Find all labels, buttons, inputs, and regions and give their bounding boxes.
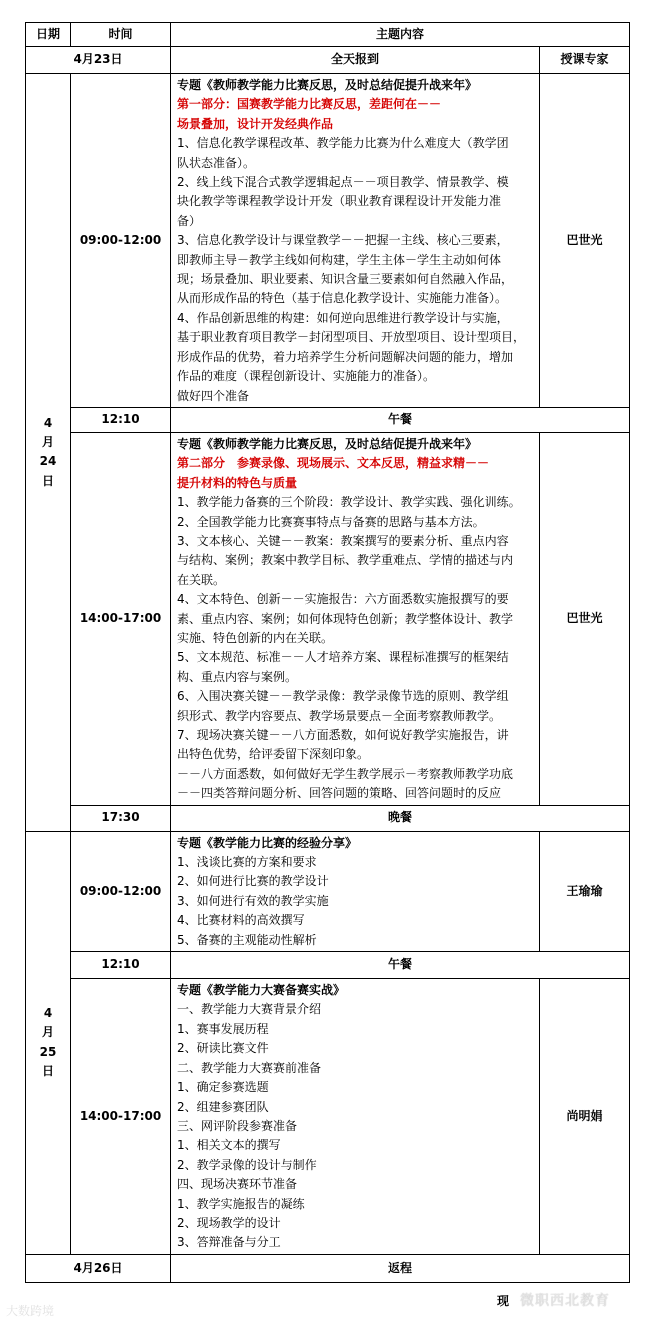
content-line: 第一部分：国赛教学能力比赛反思，差距何在－－ xyxy=(177,97,442,112)
content-line: 5、文本规范、标准－－人才培养方案、课程标准撰写的框架结 xyxy=(177,650,509,665)
content-line: 3、信息化教学设计与课堂教学－－把握一主线、核心三要素， xyxy=(177,233,509,248)
header-date: 日期 xyxy=(26,23,71,47)
day2-lunch-label: 午餐 xyxy=(171,407,630,432)
header-time: 时间 xyxy=(71,23,171,47)
day3-date xyxy=(26,831,71,1254)
content-line: 1、确定参赛选题 xyxy=(177,1080,269,1095)
day2-morning-expert: 巴世光 xyxy=(540,74,630,408)
day1-date: 4月23日 xyxy=(26,47,171,74)
content-line: 一、教学能力大赛背景介绍 xyxy=(177,1002,322,1017)
content-line: 与结构、案例；教案中教学目标、教学重难点、学情的描述与内 xyxy=(177,553,514,568)
content-line: 6、入围决赛关键－－教学录像：教学录像节选的原则、教学组 xyxy=(177,689,509,704)
content-line: 块化教学等课程教学设计开发（职业教育课程设计开发能力准 xyxy=(177,194,502,209)
content-line: 专题《教师教学能力比赛反思，及时总结促提升战来年》 xyxy=(177,78,478,92)
day3-lunch-time: 12:10 xyxy=(71,952,171,979)
content-line: 专题《教学能力大赛备赛实战》 xyxy=(177,983,346,998)
content-line: 专题《教师教学能力比赛反思，及时总结促提升战来年》 xyxy=(177,436,478,451)
content-line: 2、组建参赛团队 xyxy=(177,1099,269,1114)
day3-morning-row xyxy=(26,831,630,951)
day1-content: 全天报到 xyxy=(171,47,540,74)
footer-text: 现 xyxy=(497,1294,510,1308)
content-line: 2、现场教学的设计 xyxy=(177,1215,281,1230)
content-line: 3、文本核心、关键－－教案：教案撰写的要素分析、重点内容 xyxy=(177,533,509,548)
day3-lunch-row xyxy=(26,952,630,979)
day2-afternoon-content xyxy=(171,432,540,805)
content-line: 在关联。 xyxy=(177,572,226,587)
content-line: 从而形成作品的特色（基于信息化教学设计、实施能力准备）。 xyxy=(177,291,508,306)
day3-afternoon-content xyxy=(171,979,540,1255)
content-line: 做好四个准备 xyxy=(177,388,250,403)
content-line: 备） xyxy=(177,213,202,228)
day3-morning-content xyxy=(171,831,540,951)
schedule-table xyxy=(25,22,630,1283)
content-line: 织形式、教学内容要点、教学场景要点－全面考察教师教学。 xyxy=(177,708,502,723)
content-line: 1、相关文本的撰写 xyxy=(177,1138,281,1153)
content-line: －－四类答辩问题分析、回答问题的策略、回答问题时的反应 xyxy=(177,786,502,801)
content-line: 1、教学实施报告的凝练 xyxy=(177,1196,305,1211)
day2-afternoon-expert: 巴世光 xyxy=(540,432,630,805)
day2-date xyxy=(26,74,71,832)
content-line: 实施、特色创新的内在关联。 xyxy=(177,630,334,645)
content-line: －－八方面悉数，如何做好无学生教学展示－考察教师教学功底 xyxy=(177,766,514,781)
content-line: 4、作品创新思维的构建：如何逆向思维进行教学设计与实施， xyxy=(177,310,509,325)
content-line: 2、全国教学能力比赛赛事特点与备赛的思路与基本方法。 xyxy=(177,514,485,529)
content-line: 5、备赛的主观能动性解析 xyxy=(177,932,317,947)
day1-row xyxy=(26,47,630,74)
day3-morning-expert: 王瑜瑜 xyxy=(540,831,630,951)
day3-afternoon-time: 14:00-17:00 xyxy=(71,979,171,1255)
day2-lunch-row xyxy=(26,407,630,432)
day3-date-char: 日 xyxy=(41,1064,54,1079)
day2-afternoon-row xyxy=(26,432,630,805)
content-line: 2、如何进行比赛的教学设计 xyxy=(177,874,329,889)
content-line: 1、赛事发展历程 xyxy=(177,1021,269,1036)
content-line: 1、教学能力备赛的三个阶段：教学设计、教学实践、强化训练。 xyxy=(177,495,521,510)
header-row xyxy=(26,23,630,47)
content-line: 4、文本特色、创新－－实施报告：六方面悉数实施报撰写的要 xyxy=(177,592,509,607)
day2-dinner-label: 晚餐 xyxy=(171,805,630,831)
content-line: 2、教学录像的设计与制作 xyxy=(177,1157,317,1172)
day3-afternoon-expert: 尚明娟 xyxy=(540,979,630,1255)
content-line: 素、重点内容、案例；如何体现特色创新；教学整体设计、教学 xyxy=(177,611,514,626)
day4-content: 返程 xyxy=(171,1254,630,1282)
day3-date-char: 4 xyxy=(43,1005,53,1020)
day2-date-char: 4 xyxy=(43,415,53,430)
day2-dinner-time: 17:30 xyxy=(71,805,171,831)
content-line: 4、比赛材料的高效撰写 xyxy=(177,913,305,928)
content-line: 构、重点内容与案例。 xyxy=(177,669,298,684)
content-line: 2、线上线下混合式教学逻辑起点－－项目教学、情景教学、模 xyxy=(177,175,509,190)
header-content: 主题内容 xyxy=(171,23,630,47)
content-line: 二、教学能力大赛赛前准备 xyxy=(177,1060,322,1075)
content-line: 第二部分 参赛录像、现场展示、文本反思，精益求精－－ xyxy=(177,456,490,471)
content-line: 3、答辩准备与分工 xyxy=(177,1235,281,1250)
watermark-right: 微职西北教育 xyxy=(520,1293,610,1309)
day2-morning-time: 09:00-12:00 xyxy=(71,74,171,408)
day3-lunch-label: 午餐 xyxy=(171,952,630,979)
day2-dinner-row xyxy=(26,805,630,831)
day2-date-char: 24 xyxy=(39,454,57,469)
day4-date: 4月26日 xyxy=(26,1254,171,1282)
day3-date-char: 月 xyxy=(41,1025,54,1040)
content-line: 1、浅谈比赛的方案和要求 xyxy=(177,855,317,870)
content-line: 四、现场决赛环节准备 xyxy=(177,1177,298,1192)
day2-morning-row xyxy=(26,74,630,408)
content-line: 队状态准备）。 xyxy=(177,155,256,170)
day2-date-char: 月 xyxy=(41,434,54,449)
content-line: 形成作品的优势，着力培养学生分析问题解决问题的能力，增加 xyxy=(177,349,514,364)
content-line: 1、信息化教学课程改革、教学能力比赛为什么难度大（教学团 xyxy=(177,136,509,151)
watermark-left: 大数跨境 xyxy=(6,1304,55,1318)
day2-date-char: 日 xyxy=(41,473,54,488)
day3-morning-time: 09:00-12:00 xyxy=(71,831,171,951)
day3-afternoon-row xyxy=(26,979,630,1255)
day2-lunch-time: 12:10 xyxy=(71,407,171,432)
content-line: 作品的难度（课程创新设计、实施能力的准备）。 xyxy=(177,369,436,384)
content-line: 现；场景叠加、职业要素、知识含量三要素如何自然融入作品， xyxy=(177,272,514,287)
content-line: 7、现场决赛关键－－八方面悉数，如何说好教学实施报告，讲 xyxy=(177,728,509,742)
day4-row xyxy=(26,1254,630,1282)
content-line: 场景叠加，设计开发经典作品 xyxy=(177,116,334,131)
content-line: 提升材料的特色与质量 xyxy=(177,475,298,490)
content-line: 基于职业教育项目教学－封闭型项目、开放型项目、设计型项目， xyxy=(177,330,526,345)
expert-header: 授课专家 xyxy=(540,47,630,74)
content-line: 即教师主导－教学主线如何构建，学生主体－学生主动如何体 xyxy=(177,252,502,267)
day2-afternoon-time: 14:00-17:00 xyxy=(71,432,171,805)
day2-morning-content xyxy=(171,74,540,408)
content-line: 2、研读比赛文件 xyxy=(177,1041,269,1056)
content-line: 3、如何进行有效的教学实施 xyxy=(177,893,329,908)
content-line: 出特色优势，给评委留下深刻印象。 xyxy=(177,747,370,762)
content-line: 三、网评阶段参赛准备 xyxy=(177,1118,298,1133)
day3-date-char: 25 xyxy=(39,1044,57,1059)
content-line: 专题《教学能力比赛的经验分享》 xyxy=(177,835,358,850)
